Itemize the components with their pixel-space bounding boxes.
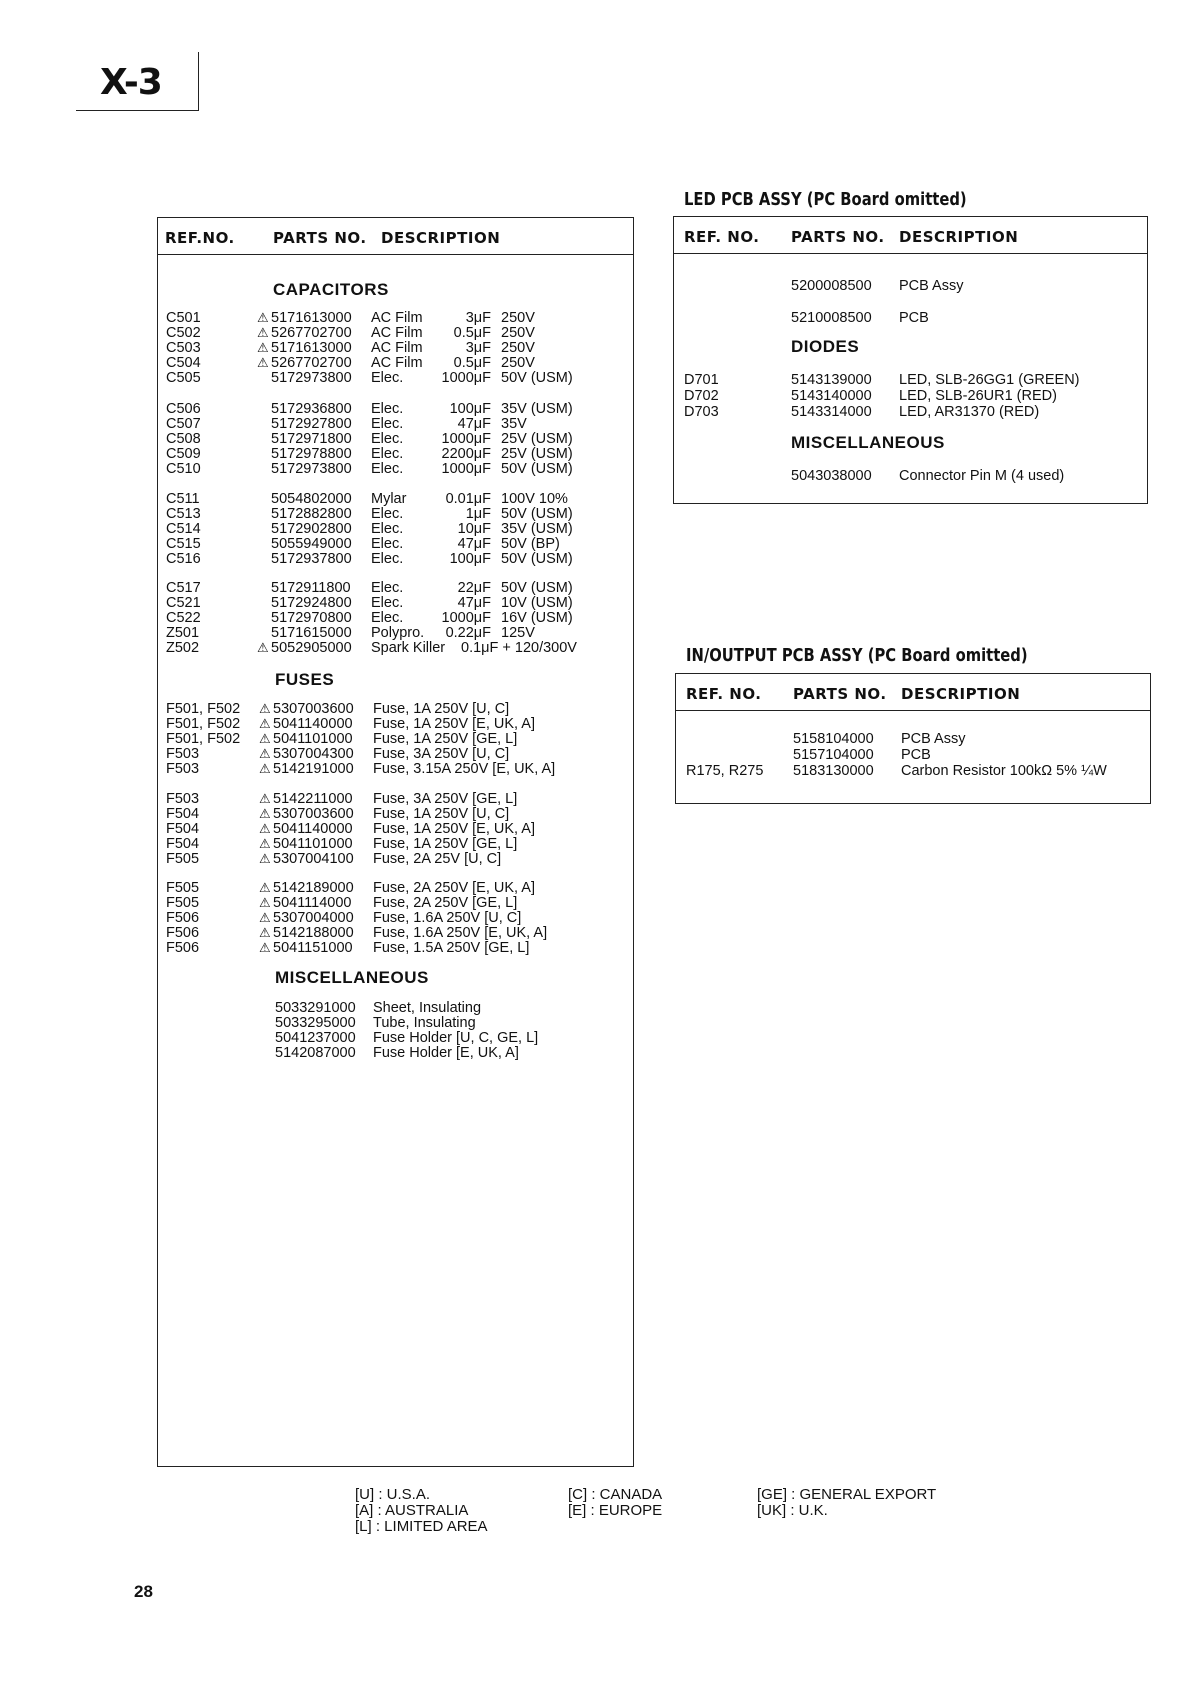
part-desc: LED, SLB-26UR1 (RED): [899, 388, 1057, 404]
part-desc: Sheet, Insulating: [373, 1000, 482, 1016]
part-no: 5172978800: [271, 446, 352, 462]
ref-no: C502: [166, 325, 201, 341]
part-desc: Fuse, 1A 250V [E, UK, A]: [373, 716, 536, 732]
ref-no: D701: [684, 372, 719, 388]
part-rating: 25V (USM): [501, 431, 573, 447]
safety-mark: ⚠: [259, 836, 271, 851]
part-type: Elec.: [371, 595, 404, 611]
part-no: 5055949000: [271, 536, 352, 552]
ref-no: C515: [166, 536, 201, 552]
ref-no: Z502: [166, 640, 200, 656]
part-desc: PCB: [901, 747, 931, 763]
table-row: [158, 521, 631, 537]
table-row: [158, 446, 631, 462]
ref-no: C506: [166, 401, 201, 417]
safety-mark: ⚠: [259, 716, 271, 731]
part-desc: PCB: [899, 310, 929, 326]
ref-no: D703: [684, 404, 719, 420]
page-number: 28: [134, 1582, 153, 1601]
part-value: 22μF: [457, 580, 491, 596]
col-parts-header: PARTS NO.: [791, 228, 885, 246]
ref-no: C504: [166, 355, 201, 371]
ref-no: F504: [166, 821, 200, 837]
ref-no: F505: [166, 880, 200, 896]
part-desc: LED, SLB-26GG1 (GREEN): [899, 372, 1080, 388]
part-desc: Fuse, 1A 250V [GE, L]: [373, 731, 518, 747]
part-desc: Fuse, 3A 250V [U, C]: [373, 746, 510, 762]
part-value: 10μF: [457, 521, 491, 537]
part-no: 5041101000: [273, 836, 353, 852]
col-ref-header: REF.NO.: [165, 229, 235, 247]
legend-item: [E] : EUROPE: [568, 1502, 663, 1519]
ref-no: D702: [684, 388, 719, 404]
part-type: Elec.: [371, 551, 404, 567]
part-desc: Fuse, 1.5A 250V [GE, L]: [373, 940, 530, 956]
group-heading: FUSES: [275, 670, 335, 689]
table-header: [158, 218, 633, 255]
table-row: [158, 806, 631, 822]
table-row: [674, 310, 1144, 326]
part-type: Elec.: [371, 370, 404, 386]
part-desc: Fuse Holder [U, C, GE, L]: [373, 1030, 539, 1046]
part-no: 5183130000: [793, 763, 874, 779]
table-row: [158, 580, 631, 596]
group-heading: CAPACITORS: [273, 280, 389, 299]
table-row: [158, 625, 631, 641]
part-rating: 35V: [501, 416, 527, 432]
col-parts-header: PARTS NO.: [273, 229, 367, 247]
part-no: 5172882800: [271, 506, 352, 522]
ref-no: F506: [166, 940, 200, 956]
part-no: 5143139000: [791, 372, 872, 388]
part-type: Elec.: [371, 580, 404, 596]
part-rating: 250V: [501, 310, 535, 326]
part-desc: PCB Assy: [899, 278, 964, 294]
col-parts-header: PARTS NO.: [793, 685, 887, 703]
table-row: [158, 325, 631, 341]
part-type: AC Film: [371, 340, 423, 356]
ref-no: F503: [166, 746, 200, 762]
safety-mark: ⚠: [259, 791, 271, 806]
part-value: 0.01μF: [445, 491, 491, 507]
part-rating: 100V 10%: [501, 491, 568, 507]
ref-no: C517: [166, 580, 201, 596]
ref-no: F504: [166, 806, 200, 822]
legend-item: [C] : CANADA: [568, 1486, 663, 1503]
table-header: [674, 217, 1147, 254]
part-type: Elec.: [371, 401, 404, 417]
table-row: [158, 836, 631, 852]
part-no: 5267702700: [271, 325, 352, 341]
table-row: [158, 791, 631, 807]
part-no: 5172973800: [271, 461, 352, 477]
ref-no: F503: [166, 791, 200, 807]
part-value: 1000μF: [441, 370, 491, 386]
table-row: [674, 388, 1144, 404]
part-type: AC Film: [371, 310, 423, 326]
safety-mark: ⚠: [259, 806, 271, 821]
part-desc: PCB Assy: [901, 731, 966, 747]
table-row: [158, 925, 631, 941]
ref-no: C509: [166, 446, 201, 462]
part-rating: 50V (USM): [501, 461, 573, 477]
part-type: Elec.: [371, 506, 404, 522]
ref-no: C521: [166, 595, 201, 611]
table-row: [158, 1030, 631, 1046]
part-no: 5172970800: [271, 610, 352, 626]
part-no: 5267702700: [271, 355, 352, 371]
part-no: 5172927800: [271, 416, 352, 432]
group-heading: DIODES: [791, 337, 860, 356]
part-no: 5041140000: [273, 821, 353, 837]
ref-no: C513: [166, 506, 201, 522]
ref-no: F505: [166, 895, 200, 911]
table-row: [674, 278, 1144, 294]
table-row: [158, 1015, 631, 1031]
led-parts-table: [673, 216, 1148, 504]
part-desc: Fuse Holder [E, UK, A]: [373, 1045, 519, 1061]
safety-mark: ⚠: [259, 940, 271, 955]
ref-no: C505: [166, 370, 201, 386]
part-value: 3μF: [465, 340, 491, 356]
part-desc: Fuse, 1A 250V [E, UK, A]: [373, 821, 536, 837]
part-value: 47μF: [457, 416, 491, 432]
table-row: [158, 701, 631, 717]
part-rating: 250V: [501, 325, 535, 341]
legend-item: [GE] : GENERAL EXPORT: [757, 1486, 937, 1503]
part-type: AC Film: [371, 355, 423, 371]
ref-no: C510: [166, 461, 201, 477]
part-no: 5142188000: [273, 925, 354, 941]
safety-mark: ⚠: [257, 340, 269, 355]
part-value: 1000μF: [441, 610, 491, 626]
table-row: [676, 763, 1146, 779]
part-desc: Fuse, 1A 250V [GE, L]: [373, 836, 518, 852]
part-no: 5041237000: [275, 1030, 356, 1046]
legend-item: [U] : U.S.A.: [355, 1486, 431, 1503]
table-row: [158, 640, 631, 656]
part-no: 5171615000: [271, 625, 352, 641]
part-value: 2200μF: [441, 446, 491, 462]
part-no: 5052905000: [271, 640, 352, 656]
ref-no: F501, F502: [166, 701, 241, 717]
ref-no: F501, F502: [166, 731, 241, 747]
table-row: [158, 551, 631, 567]
part-rating: 50V (USM): [501, 551, 573, 567]
part-type: Elec.: [371, 416, 404, 432]
io-parts-table: [675, 673, 1151, 804]
legend-col-2: [568, 1487, 662, 1519]
part-no: 5041101000: [273, 731, 353, 747]
part-desc: Fuse, 3.15A 250V [E, UK, A]: [373, 761, 556, 777]
legend-item: [UK] : U.K.: [757, 1502, 828, 1519]
part-no: 5033291000: [275, 1000, 356, 1016]
col-ref-header: REF. NO.: [684, 228, 760, 246]
part-no: 5307004300: [273, 746, 354, 762]
table-row: [158, 506, 631, 522]
table-row: [158, 536, 631, 552]
ref-no: F501, F502: [166, 716, 241, 732]
table-row: [158, 355, 631, 371]
table-row: [676, 731, 1146, 747]
part-type: Elec.: [371, 461, 404, 477]
group-heading: MISCELLANEOUS: [275, 968, 429, 987]
part-no: 5157104000: [793, 747, 874, 763]
table-row: [158, 940, 631, 956]
col-ref-header: REF. NO.: [686, 685, 762, 703]
part-rating: 10V (USM): [501, 595, 573, 611]
table-row: [674, 372, 1144, 388]
model-divider: [76, 110, 198, 111]
safety-mark: ⚠: [257, 640, 269, 655]
ref-no: Z501: [166, 625, 200, 641]
ref-no: C511: [166, 491, 200, 507]
part-no: 5041151000: [273, 940, 353, 956]
part-rating: 50V (USM): [501, 580, 573, 596]
part-value: 0.5μF: [453, 325, 491, 341]
part-value: 100μF: [449, 551, 491, 567]
led-section-title: LED PCB ASSY (PC Board omitted): [684, 189, 967, 210]
legend-item: [L] : LIMITED AREA: [355, 1518, 488, 1535]
col-desc-header: DESCRIPTION: [901, 685, 1021, 703]
table-row: [158, 610, 631, 626]
part-type: Spark Killer: [371, 640, 446, 656]
part-rating: 250V: [501, 340, 535, 356]
table-row: [158, 910, 631, 926]
model-divider-vertical: [198, 52, 199, 111]
safety-mark: ⚠: [257, 310, 269, 325]
part-no: 5307004000: [273, 910, 354, 926]
part-desc: Fuse, 3A 250V [GE, L]: [373, 791, 518, 807]
ref-no: C503: [166, 340, 201, 356]
part-rating: 50V (USM): [501, 506, 573, 522]
part-rating: 16V (USM): [501, 610, 573, 626]
table-row: [158, 1045, 631, 1061]
ref-no: R175, R275: [686, 763, 764, 779]
part-value: 1μF: [465, 506, 491, 522]
table-row: [158, 716, 631, 732]
ref-no: C516: [166, 551, 201, 567]
part-desc: Fuse, 1.6A 250V [E, UK, A]: [373, 925, 548, 941]
part-no: 5143140000: [791, 388, 872, 404]
part-rating: 50V (BP): [501, 536, 560, 552]
safety-mark: ⚠: [259, 910, 271, 925]
part-desc: Fuse, 2A 25V [U, C]: [373, 851, 502, 867]
part-rating: 125V: [501, 625, 535, 641]
safety-mark: ⚠: [259, 761, 271, 776]
part-rating: 35V (USM): [501, 401, 573, 417]
part-no: 5172911800: [271, 580, 351, 596]
ref-no: C522: [166, 610, 201, 626]
part-no: 5307003600: [273, 701, 354, 717]
table-row: [158, 851, 631, 867]
part-type: AC Film: [371, 325, 423, 341]
part-rating: 250V: [501, 355, 535, 371]
table-row: [158, 821, 631, 837]
table-header: [676, 674, 1150, 711]
safety-mark: ⚠: [259, 880, 271, 895]
part-value: 0.5μF: [453, 355, 491, 371]
group-heading: MISCELLANEOUS: [791, 433, 945, 452]
model-title: X-3: [100, 62, 162, 103]
table-row: [158, 895, 631, 911]
part-desc: Carbon Resistor 100kΩ 5% ¼W: [901, 763, 1107, 779]
table-row: [158, 761, 631, 777]
safety-mark: ⚠: [259, 925, 271, 940]
table-row: [158, 1000, 631, 1016]
part-rating: 25V (USM): [501, 446, 573, 462]
safety-mark: ⚠: [259, 851, 271, 866]
part-no: 5041140000: [273, 716, 353, 732]
safety-mark: ⚠: [257, 355, 269, 370]
part-desc: Fuse, 1A 250V [U, C]: [373, 701, 510, 717]
part-no: 5142211000: [273, 791, 353, 807]
part-no: 5171613000: [271, 340, 352, 356]
part-value: 100μF: [449, 401, 491, 417]
part-no: 5307004100: [273, 851, 354, 867]
safety-mark: ⚠: [259, 821, 271, 836]
part-value: 47μF: [457, 536, 491, 552]
part-no: 5142189000: [273, 880, 354, 896]
part-type: Elec.: [371, 446, 404, 462]
part-value: 1000μF: [441, 431, 491, 447]
ref-no: C508: [166, 431, 201, 447]
table-row: [158, 491, 631, 507]
part-desc: Fuse, 2A 250V [E, UK, A]: [373, 880, 536, 896]
part-type: Polypro.: [371, 625, 425, 641]
part-desc: Fuse, 2A 250V [GE, L]: [373, 895, 518, 911]
ref-no: C507: [166, 416, 201, 432]
part-value: 0.1μF + 120/300V: [461, 640, 577, 656]
safety-mark: ⚠: [259, 895, 271, 910]
col-desc-header: DESCRIPTION: [899, 228, 1019, 246]
part-desc: Connector Pin M (4 used): [899, 468, 1065, 484]
part-no: 5143314000: [791, 404, 872, 420]
ref-no: F505: [166, 851, 200, 867]
part-desc: Fuse, 1A 250V [U, C]: [373, 806, 510, 822]
table-row: [158, 880, 631, 896]
safety-mark: ⚠: [257, 325, 269, 340]
safety-mark: ⚠: [259, 731, 271, 746]
table-row: [158, 461, 631, 477]
part-no: 5200008500: [791, 278, 872, 294]
part-no: 5172971800: [271, 431, 352, 447]
part-no: 5210008500: [791, 310, 872, 326]
legend-item: [A] : AUSTRALIA: [355, 1502, 469, 1519]
ref-no: F506: [166, 925, 200, 941]
col-desc-header: DESCRIPTION: [381, 229, 501, 247]
ref-no: F504: [166, 836, 200, 852]
part-no: 5142191000: [273, 761, 354, 777]
part-desc: Tube, Insulating: [373, 1015, 476, 1031]
part-no: 5172902800: [271, 521, 352, 537]
table-row: [158, 416, 631, 432]
ref-no: F503: [166, 761, 200, 777]
part-no: 5172924800: [271, 595, 352, 611]
table-row: [158, 746, 631, 762]
legend-col-1: [355, 1487, 488, 1535]
part-rating: 50V (USM): [501, 370, 573, 386]
io-section-title: IN/OUTPUT PCB ASSY (PC Board omitted): [686, 645, 1028, 666]
main-parts-table: [157, 217, 634, 1467]
part-type: Mylar: [371, 491, 407, 507]
table-row: [158, 340, 631, 356]
part-type: Elec.: [371, 536, 404, 552]
part-rating: 35V (USM): [501, 521, 573, 537]
table-row: [158, 370, 631, 386]
legend-col-3: [757, 1487, 936, 1519]
part-type: Elec.: [371, 610, 404, 626]
part-no: 5172973800: [271, 370, 352, 386]
safety-mark: ⚠: [259, 701, 271, 716]
ref-no: F506: [166, 910, 200, 926]
table-row: [158, 310, 631, 326]
part-no: 5041114000: [273, 895, 352, 911]
table-row: [674, 404, 1144, 420]
ref-no: C514: [166, 521, 201, 537]
table-row: [158, 731, 631, 747]
part-value: 0.22μF: [445, 625, 491, 641]
part-no: 5158104000: [793, 731, 874, 747]
table-row: [676, 747, 1146, 763]
part-no: 5043038000: [791, 468, 872, 484]
part-type: Elec.: [371, 431, 404, 447]
part-no: 5307003600: [273, 806, 354, 822]
part-desc: LED, AR31370 (RED): [899, 404, 1040, 420]
table-row: [158, 595, 631, 611]
part-value: 3μF: [465, 310, 491, 326]
safety-mark: ⚠: [259, 746, 271, 761]
part-no: 5171613000: [271, 310, 352, 326]
part-no: 5033295000: [275, 1015, 356, 1031]
table-row: [158, 431, 631, 447]
part-value: 1000μF: [441, 461, 491, 477]
part-no: 5172936800: [271, 401, 352, 417]
part-no: 5142087000: [275, 1045, 356, 1061]
part-no: 5054802000: [271, 491, 352, 507]
part-desc: Fuse, 1.6A 250V [U, C]: [373, 910, 522, 926]
table-row: [158, 401, 631, 417]
table-row: [674, 468, 1144, 484]
part-type: Elec.: [371, 521, 404, 537]
ref-no: C501: [166, 310, 201, 326]
part-no: 5172937800: [271, 551, 352, 567]
part-value: 47μF: [457, 595, 491, 611]
